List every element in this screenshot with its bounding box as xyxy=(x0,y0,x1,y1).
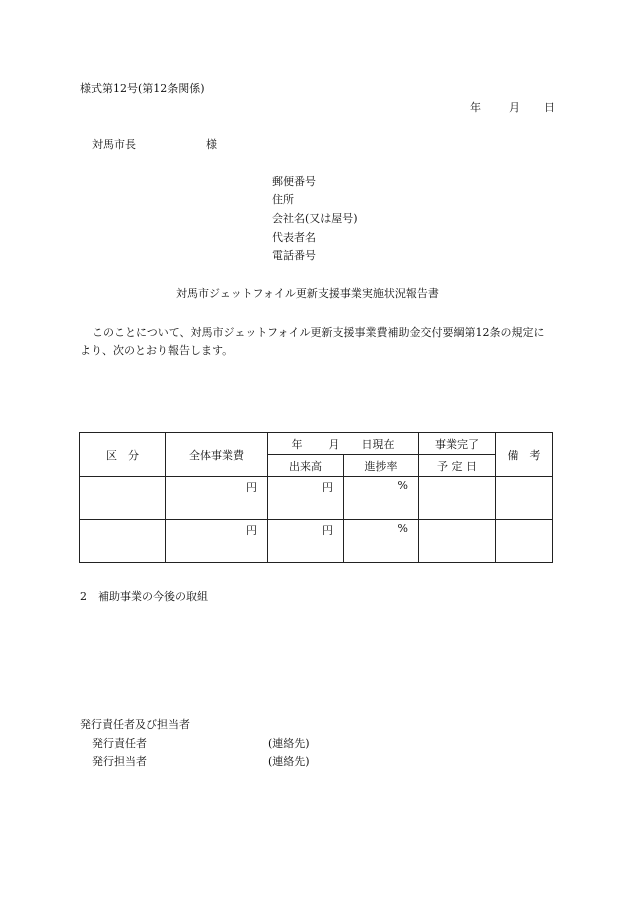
as-of-year: 年 xyxy=(291,437,303,451)
table-row xyxy=(80,477,553,520)
form-number: 様式第12号(第12条関係) xyxy=(80,82,205,95)
applicant-address-label: 住所 xyxy=(272,193,294,206)
applicant-company-label: 会社名(又は屋号) xyxy=(272,212,358,225)
section2-heading: 2 補助事業の今後の取組 xyxy=(80,590,208,603)
body-text: このことについて、対馬市ジェットフォイル更新支援事業費補助金交付要綱第12条の規定により、次のとおり報告します。 xyxy=(80,326,545,357)
issuer-heading: 発行責任者及び担当者 xyxy=(80,718,190,731)
report-table xyxy=(79,432,553,563)
document-title: 対馬市ジェットフォイル更新支援事業実施状況報告書 xyxy=(176,287,439,300)
issuer-staff-label: 発行担当者 xyxy=(92,755,147,768)
applicant-representative-label: 代表者名 xyxy=(272,231,316,244)
issuer-responsible-label: 発行責任者 xyxy=(92,737,147,750)
cell-output-unit: 円 xyxy=(268,477,344,520)
header-total-cost: 全体事業費 xyxy=(166,433,268,477)
header-completion-line1: 事業完了 xyxy=(419,433,496,455)
header-category: 区 分 xyxy=(80,433,166,477)
date-line xyxy=(470,101,555,115)
header-progress: 進捗率 xyxy=(344,455,419,477)
addressee xyxy=(92,138,217,152)
cell-progress-unit: % xyxy=(344,477,419,520)
issuer-responsible-contact: (連絡先) xyxy=(268,737,310,750)
date-day: 日 xyxy=(544,101,555,114)
cell-completion-date xyxy=(419,520,496,563)
cell-category xyxy=(80,477,166,520)
header-completion-line2: 予 定 日 xyxy=(419,455,496,477)
addressee-name: 対馬市長 xyxy=(92,138,136,151)
cell-total-cost-unit: 円 xyxy=(166,520,268,563)
header-as-of-date xyxy=(268,433,419,455)
date-month: 月 xyxy=(509,101,520,114)
header-remarks: 備 考 xyxy=(496,433,553,477)
cell-category xyxy=(80,520,166,563)
header-output: 出来高 xyxy=(268,455,344,477)
date-year: 年 xyxy=(470,101,481,114)
as-of-month: 月 xyxy=(328,437,340,451)
cell-progress-unit: % xyxy=(344,520,419,563)
applicant-phone-label: 電話番号 xyxy=(272,249,316,262)
cell-completion-date xyxy=(419,477,496,520)
issuer-staff-contact: (連絡先) xyxy=(268,755,310,768)
addressee-honorific: 様 xyxy=(206,138,217,151)
table-header-row xyxy=(80,433,553,455)
table-row xyxy=(80,520,553,563)
applicant-postal-code-label: 郵便番号 xyxy=(272,175,316,188)
as-of-day-suffix: 日現在 xyxy=(361,437,395,451)
cell-remarks xyxy=(496,477,553,520)
cell-total-cost-unit: 円 xyxy=(166,477,268,520)
cell-output-unit: 円 xyxy=(268,520,344,563)
cell-remarks xyxy=(496,520,553,563)
